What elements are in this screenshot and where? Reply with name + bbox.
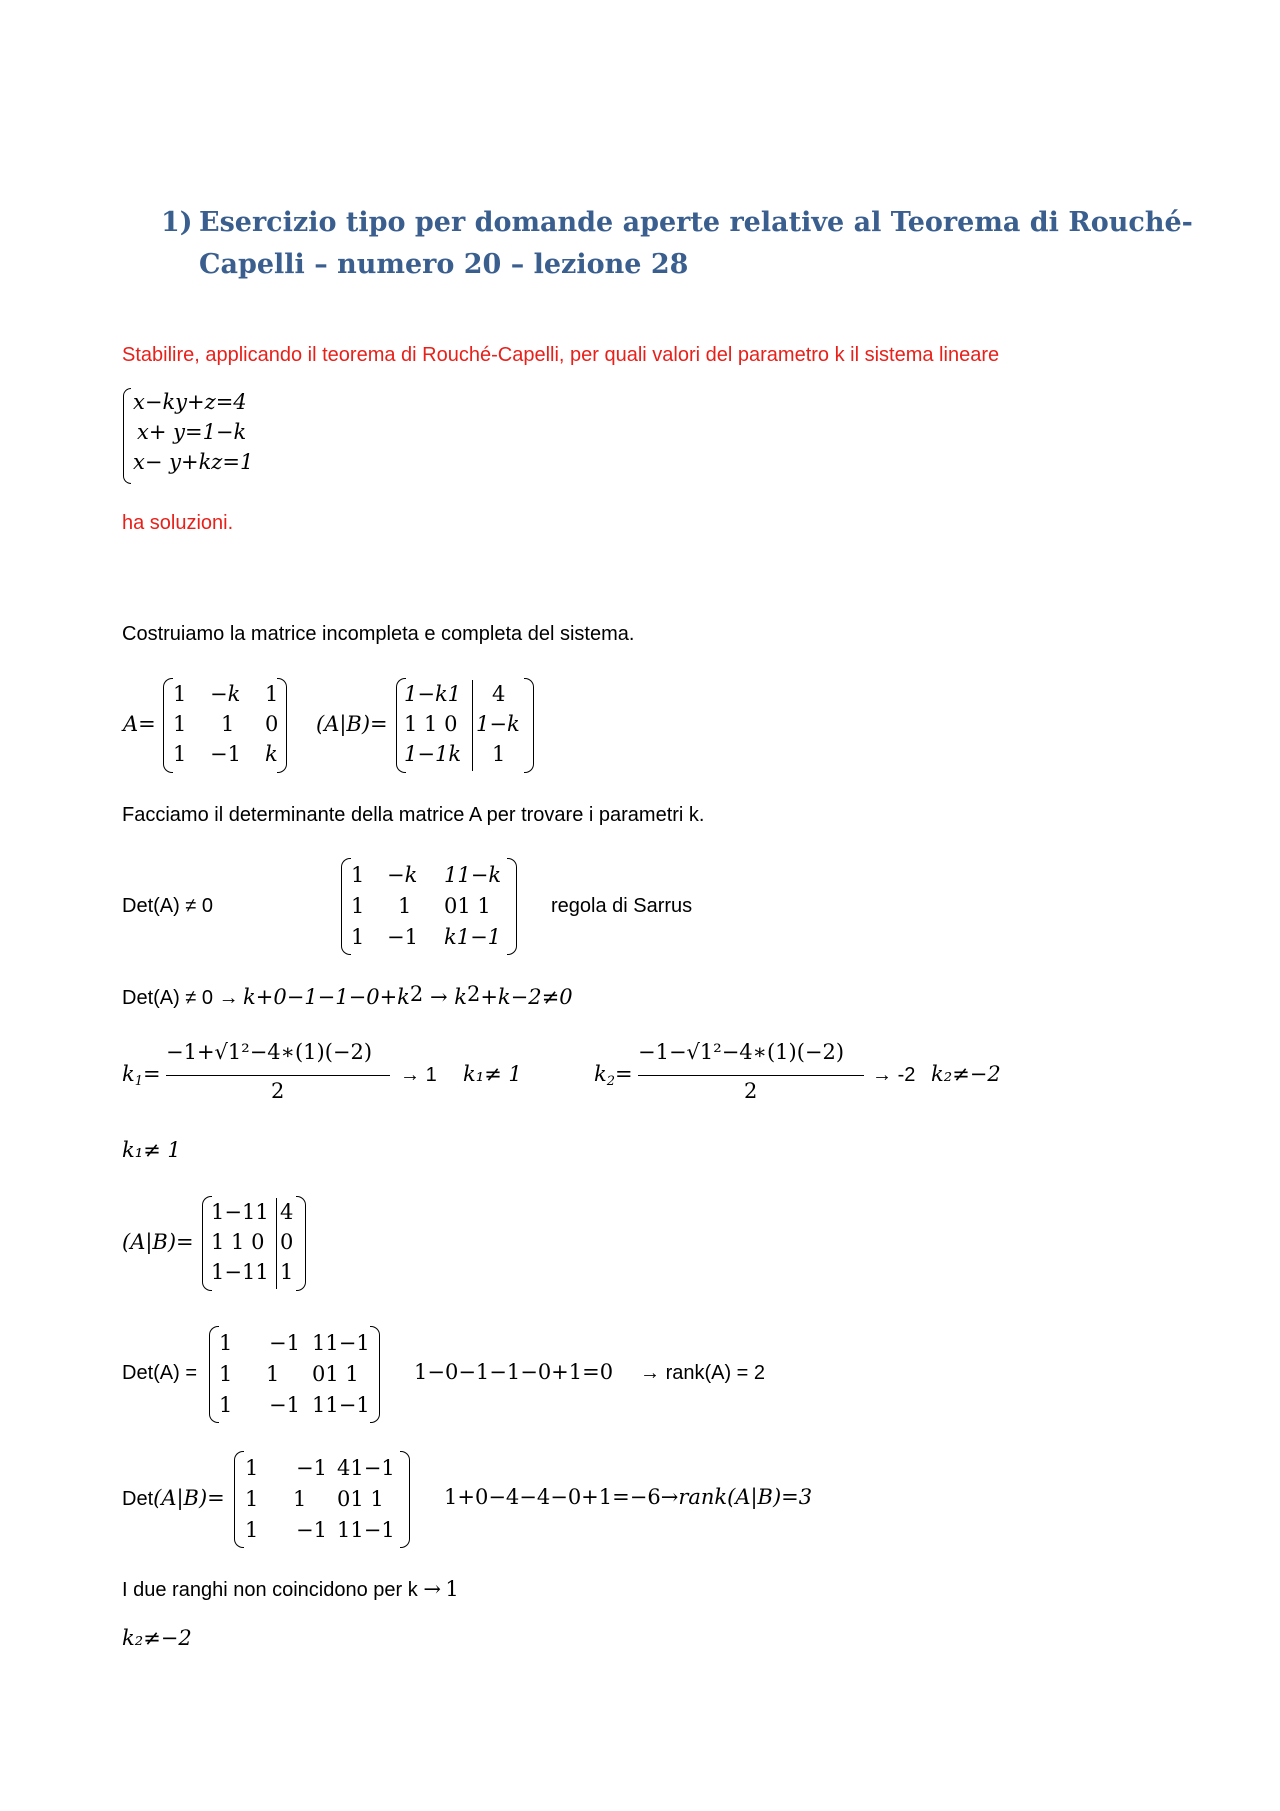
matrix-ab2-label: (A|B)= xyxy=(122,1230,194,1254)
matrix-ab2-left-row: 1−11 xyxy=(211,1200,269,1224)
fraction-bar xyxy=(638,1075,864,1076)
heading-line-1: Esercizio tipo per domande aperte relative al Teorema di Rouché- xyxy=(199,207,1193,238)
matrix-ab-left-row: 1 1 0 xyxy=(404,712,458,736)
equation-3: x− y+kz=1 xyxy=(133,450,254,474)
matrix-ab-label: (A|B)= xyxy=(316,712,388,736)
k1-condition: k₁≠ 1 xyxy=(463,1062,522,1086)
det-ab-cell: 1 xyxy=(245,1456,259,1480)
sarrus-cell: 01 1 xyxy=(444,894,491,918)
det-a-case1-matrix xyxy=(209,1326,380,1423)
paren-right xyxy=(524,678,534,773)
det-ab-cell: −1 xyxy=(296,1518,327,1542)
exponent: 2 xyxy=(409,982,424,1006)
conclusion-line xyxy=(122,1577,459,1602)
matrix-a-cell: 1 xyxy=(173,682,187,706)
sarrus-matrix xyxy=(341,858,517,955)
k2-denominator: 2 xyxy=(744,1079,758,1103)
paren-right xyxy=(400,1451,410,1548)
matrix-a-label: A= xyxy=(123,712,156,736)
matrix-a-cell: 0 xyxy=(265,712,279,736)
conclusion-text: I due ranghi non coincidono per k xyxy=(122,1579,424,1601)
det-a-cell: 01 1 xyxy=(312,1362,359,1386)
det-a-cell: 11−1 xyxy=(312,1331,370,1355)
det-a-case1-expression: 1−0−1−1−0+1=0 xyxy=(414,1360,614,1384)
arrow-icon: → xyxy=(218,987,239,1009)
det-ab-case1-label xyxy=(122,1486,225,1511)
det-ab-expr: 1+0−4−4−0+1=−6 xyxy=(444,1485,661,1509)
equation-2: x+ y=1−k xyxy=(137,420,247,444)
det-ab-cell: −1 xyxy=(296,1456,327,1480)
det-ab-cell: 1 xyxy=(293,1487,307,1511)
problem-closing: ha soluzioni. xyxy=(122,512,234,534)
matrix-a-cell: −k xyxy=(210,682,241,706)
k2-result xyxy=(872,1064,915,1087)
section-number: 1) xyxy=(161,207,193,238)
matrix-ab2-right-row: 1 xyxy=(280,1260,294,1284)
matrix-ab2-right-row: 0 xyxy=(280,1230,294,1254)
k2-subscript: 2 xyxy=(606,1074,616,1089)
det-a-cell: 1 xyxy=(266,1362,280,1386)
arrow-icon: → xyxy=(400,1064,420,1086)
det-a-cell: 1 xyxy=(219,1362,233,1386)
augment-bar xyxy=(472,680,473,771)
k1-denominator: 2 xyxy=(271,1079,285,1103)
matrix-ab2 xyxy=(202,1196,306,1291)
polynomial-rest: +k−2≠0 xyxy=(480,985,573,1009)
rank-ab-value: (A|B)=3 xyxy=(727,1485,813,1509)
det-a-condition-label: Det(A) ≠ 0 xyxy=(122,895,213,917)
fraction-bar xyxy=(166,1075,390,1076)
sarrus-cell: −k xyxy=(387,863,418,887)
det-a-cell: −1 xyxy=(269,1331,300,1355)
k1-lhs xyxy=(122,1062,161,1089)
augment-bar xyxy=(276,1198,277,1289)
k1-equals: = xyxy=(143,1062,161,1086)
det-prefix: Det(A) ≠ 0 xyxy=(122,987,219,1009)
paren-right xyxy=(277,678,287,773)
implies-arrow: → xyxy=(423,985,455,1009)
matrix-ab-right-row: 1 xyxy=(492,742,506,766)
matrix-ab-left-row: 1−k1 xyxy=(404,682,462,706)
matrix-a-cell: 1 xyxy=(221,712,235,736)
matrix-ab xyxy=(396,678,534,773)
det-ab-math: (A|B)= xyxy=(153,1486,225,1510)
matrix-a xyxy=(163,678,287,773)
heading-line-2: Capelli – numero 20 – lezione 28 xyxy=(199,249,689,280)
sarrus-cell: 1 xyxy=(351,863,365,887)
matrix-a-cell: k xyxy=(265,742,278,766)
matrix-ab-left-row: 1−1k xyxy=(404,742,462,766)
det-ab-cell: 1 xyxy=(245,1487,259,1511)
arrow-icon: → xyxy=(872,1064,892,1086)
paren-right xyxy=(296,1196,306,1291)
k2-numerator: −1−√1²−4∗(1)(−2) xyxy=(638,1040,845,1064)
k1-numerator: −1+√1²−4∗(1)(−2) xyxy=(166,1040,373,1064)
case-2-label: k₂≠−2 xyxy=(122,1626,192,1650)
sarrus-cell: 11−k xyxy=(444,863,502,887)
det-ab-cell: 1 xyxy=(245,1518,259,1542)
det-expansion: k+0−1−1−0+k xyxy=(243,985,410,1009)
k1-subscript: 1 xyxy=(134,1074,144,1089)
implies-arrow: → xyxy=(423,1577,441,1601)
matrix-a-cell: 1 xyxy=(265,682,279,706)
det-a-case1-result xyxy=(640,1362,765,1385)
matrix-ab2-left-row: 1 1 0 xyxy=(211,1230,265,1254)
det-a-cell: 1 xyxy=(219,1393,233,1417)
paren-right xyxy=(507,858,517,955)
matrix-ab2-left-row: 1−11 xyxy=(211,1260,269,1284)
polynomial-k: k xyxy=(454,985,467,1009)
det-a-cell: 11−1 xyxy=(312,1393,370,1417)
det-a-case1-label: Det(A) = xyxy=(122,1362,198,1384)
paren-right xyxy=(370,1326,380,1423)
step-2-text: Facciamo il determinante della matrice A per trovare i parametri k. xyxy=(122,804,705,826)
sarrus-cell: 1 xyxy=(351,894,365,918)
matrix-ab-right-row: 4 xyxy=(492,682,506,706)
sarrus-cell: 1 xyxy=(351,925,365,949)
k1-result xyxy=(400,1064,437,1087)
k2-equals: = xyxy=(615,1062,633,1086)
k2-condition: k₂≠−2 xyxy=(931,1062,1001,1086)
det-ab-cell: 01 1 xyxy=(337,1487,384,1511)
det-ab-cell: 11−1 xyxy=(337,1518,395,1542)
k2-lhs xyxy=(594,1062,633,1089)
k1-value: 1 xyxy=(425,1064,437,1086)
matrix-a-cell: −1 xyxy=(210,742,241,766)
det-word: Det xyxy=(122,1488,154,1510)
paren-left xyxy=(234,1451,244,1548)
sarrus-note: regola di Sarrus xyxy=(551,895,693,917)
equation-1: x−ky+z=4 xyxy=(133,390,247,414)
k2-value: -2 xyxy=(897,1064,916,1086)
det-ab-case1-expression xyxy=(444,1485,812,1509)
paren-left xyxy=(341,858,351,955)
matrix-a-cell: 1 xyxy=(173,742,187,766)
k1-symbol: k xyxy=(122,1062,135,1086)
paren-left xyxy=(163,678,173,773)
det-equation-line xyxy=(122,982,573,1010)
det-a-cell: −1 xyxy=(269,1393,300,1417)
arrow-icon: → xyxy=(640,1362,660,1384)
exponent: 2 xyxy=(466,982,481,1006)
det-ab-case1-matrix xyxy=(234,1451,410,1548)
implies-arrow: → xyxy=(660,1485,679,1509)
conclusion-value: 1 xyxy=(445,1577,459,1601)
paren-left xyxy=(209,1326,219,1423)
matrix-ab2-right-row: 4 xyxy=(280,1200,294,1224)
step-1-text: Costruiamo la matrice incompleta e completa del sistema. xyxy=(122,623,635,645)
matrix-a-cell: 1 xyxy=(173,712,187,736)
system-brace xyxy=(123,388,131,484)
sarrus-cell: 1 xyxy=(398,894,412,918)
det-ab-cell: 41−1 xyxy=(337,1456,395,1480)
case-1-label: k₁≠ 1 xyxy=(122,1138,181,1162)
problem-statement: Stabilire, applicando il teorema di Rouché-Capelli, per quali valori del parametro k il sistema lineare xyxy=(122,344,1000,366)
rank-word: rank xyxy=(678,1485,728,1509)
sarrus-cell: k1−1 xyxy=(444,925,502,949)
matrix-ab-right-row: 1−k xyxy=(476,712,520,736)
k2-symbol: k xyxy=(594,1062,607,1086)
k1-fraction xyxy=(166,1040,390,1110)
sarrus-cell: −1 xyxy=(387,925,418,949)
k2-fraction xyxy=(638,1040,864,1110)
det-a-cell: 1 xyxy=(219,1331,233,1355)
rank-a-text: rank(A) = 2 xyxy=(665,1362,766,1384)
